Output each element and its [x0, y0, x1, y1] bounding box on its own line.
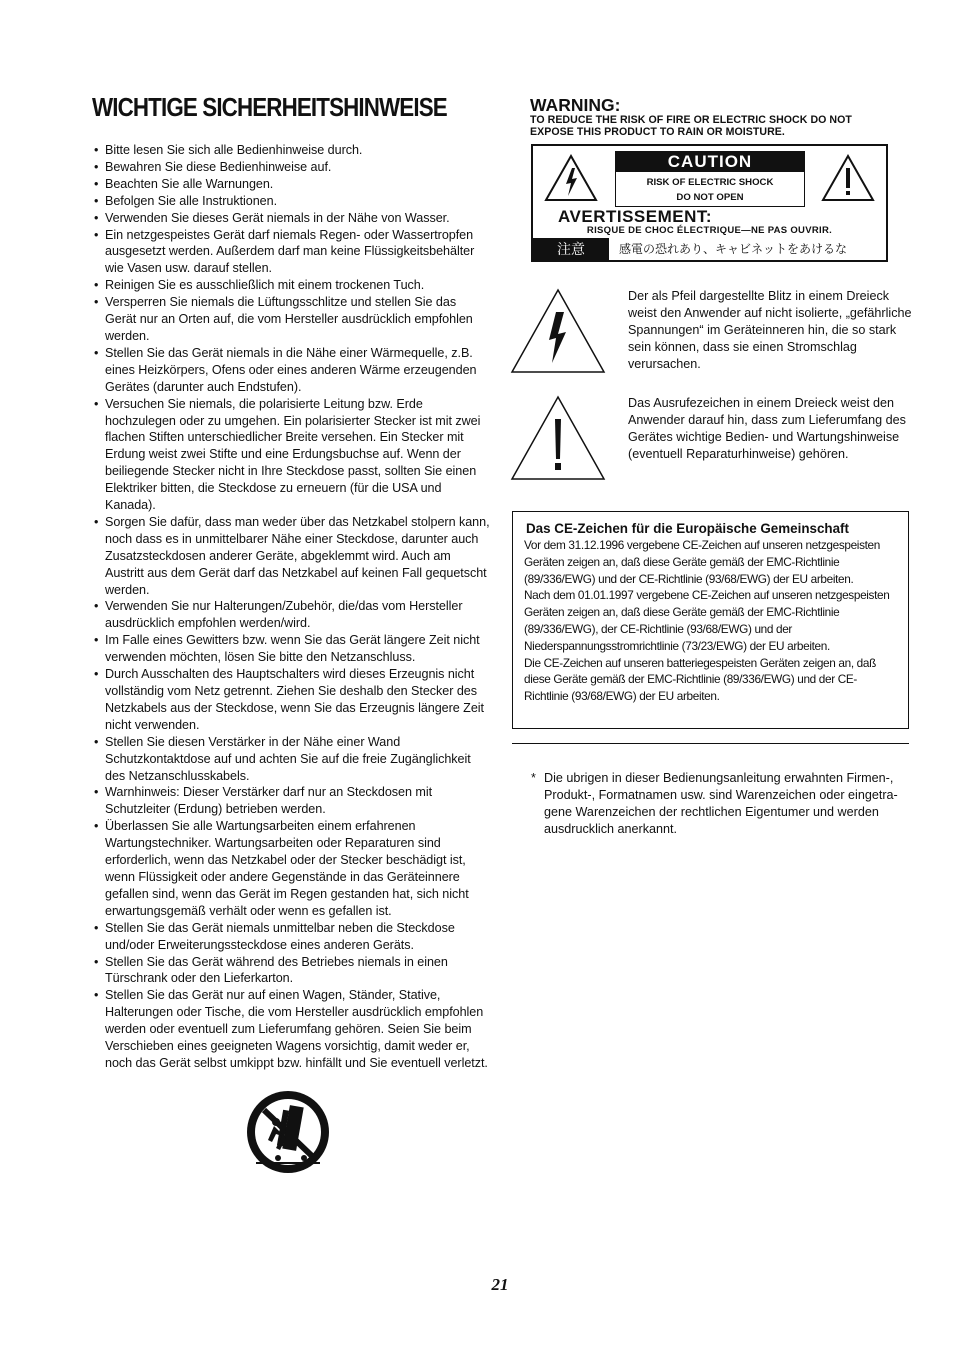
lightning-triangle-icon: [544, 154, 598, 207]
warning-block: [530, 96, 910, 138]
ce-paragraph-2: Nach dem 01.01.1997 vergebene CE-Zeichen auf unseren netzgespeisten Geräten zeigen an, daß diese Geräte gemäß der EMC-Richtlinie (89/336/EWG), der CE-Richtlinie (93/68/EWG) und der Niederspannungsstromrichtlinie (73/23/EWG) der EU arbeiten.: [524, 588, 890, 653]
footnote-star: *: [531, 771, 536, 785]
safety-item: • Stellen Sie das Gerät niemals in die Nähe einer Wärmequelle, z.B. eines Heizkörpers, Ofens oder eines anderen Wärme erzeugenden Gerätes (darunter auch Endstufen).: [92, 345, 490, 396]
safety-item: • Stellen Sie das Gerät während des Betriebes niemals in einen Türschrank oder den Lieferkarton.: [92, 954, 490, 988]
safety-item: • Verwenden Sie dieses Gerät niemals in der Nähe von Wasser.: [92, 210, 490, 227]
ce-paragraph-1: Vor dem 31.12.1996 vergebene CE-Zeichen auf unseren netzgespeisten Geräten zeigen an, daß diese Geräte gemäß der EMC-Richtlinie (89/336/EWG) und der CE-Richtlinie (93/68/EWG) der EU arbeiten.: [524, 538, 880, 586]
warning-line-1: TO REDUCE THE RISK OF FIRE OR ELECTRIC SHOCK DO NOT: [530, 114, 852, 126]
japanese-text: 感電の恐れあり、キャビネットをあけるな: [619, 242, 848, 256]
warning-line-2: EXPOSE THIS PRODUCT TO RAIN OR MOISTURE.: [530, 126, 785, 138]
divider: [512, 743, 909, 744]
ce-heading: Das CE-Zeichen für die Europäische Gemeinschaft: [526, 521, 849, 536]
safety-item: • Stellen Sie das Gerät niemals unmittelbar neben die Steckdose und/oder Erweiterungssteckdose eines anderen Geräts.: [92, 920, 490, 954]
safety-item: • Beachten Sie alle Warnungen.: [92, 176, 490, 193]
safety-item: • Befolgen Sie alle Instruktionen.: [92, 193, 490, 210]
caution-heading: CAUTION: [616, 152, 804, 172]
safety-item: • Warnhinweis: Dieser Verstärker darf nur an Steckdosen mit Schutzleiter (Erdung) betrieben werden.: [92, 784, 490, 818]
safety-item: • Überlassen Sie alle Wartungsarbeiten einem erfahrenen Wartungstechniker. Wartungsarbeiten oder Reparaturen sind erforderlich, wenn das Netzkabel oder der Stecker beschädigt ist, wenn Flüssigkeit oder andere Gegenstände in das Geräteinnere gefallen sind, wenn das Gerät im Regen gestanden hat, sich nicht erwartungsgemäß verhält oder wenn es gefallen ist.: [92, 818, 490, 919]
safety-item: • Bitte lesen Sie sich alle Bedienhinweise durch.: [92, 142, 490, 159]
footnote-text: Die ubrigen in dieser Bedienungsanleitung erwahnten Firmen-, Produkt-, Formatnamen usw. sind Warenzeichen oder eingetra-gene Warenzeichen der rechtlichen Eigentumer und werden ausdrucklich anerkannt.: [544, 771, 898, 836]
ce-paragraph-3: Die CE-Zeichen auf unseren batteriegespeisten Geräten zeigen an, daß diese Geräte gemäß der EMC-Richtlinie (89/336/EWG) und der CE-Richtlinie (93/68/EWG) der EU arbeiten.: [524, 655, 876, 704]
safety-item: • Ein netzgespeistes Gerät darf niemals Regen- oder Wassertropfen ausgesetzt werden. Außerdem darf man keine Flüssigkeitsbehälter wie Vasen usw. darauf stellen.: [92, 227, 490, 278]
page-title: WICHTIGE SICHERHEITSHINWEISE: [92, 92, 447, 122]
safety-instructions-column: [92, 92, 490, 1072]
caution-label: [531, 144, 888, 262]
safety-list: [92, 142, 490, 1072]
caution-risk-line-1: RISK OF ELECTRIC SHOCK: [646, 177, 774, 188]
safety-item: • Bewahren Sie diese Bedienhinweise auf.: [92, 159, 490, 176]
safety-item: • Sorgen Sie dafür, dass man weder über das Netzkabel stolpern kann, noch dass es in unmittelbarer Nähe einer Steckdose, darunter auch Zusatzsteckdosen anderer Geräte, abgeklemmt wird. Auch am Austritt aus dem Gerät darf das Netzkabel auf keinen Fall gequetscht werden.: [92, 514, 490, 599]
safety-item: • Im Falle eines Gewitters bzw. wenn Sie das Gerät längere Zeit nicht verwenden möchten, lösen Sie bitte den Netzanschluss.: [92, 632, 490, 666]
exclamation-triangle-icon: [510, 395, 606, 486]
risque-text: RISQUE DE CHOC ÉLECTRIQUE—NE PAS OUVRIR.: [586, 225, 833, 236]
safety-item: • Stellen Sie das Gerät nur auf einen Wagen, Ständer, Stative, Halterungen oder Tische, die vom Hersteller ausdrücklich empfohlen werden oder eventuell zum Lieferumfang gehören. Seien Sie beim Verschieben eines geeigneten Wagens vorsichtig, damit weder er, noch das Gerät selbst umkippt bzw. hinfällt und Sie eventuell verletzt.: [92, 987, 490, 1072]
caution-risk-line-2: DO NOT OPEN: [676, 192, 744, 203]
safety-item: • Durch Ausschalten des Hauptschalters wird dieses Erzeugnis nicht vollständig vom Netz getrennt. Ziehen Sie deshalb den Stecker des Netzkabels aus der Steckdose, wenn Sie das Erzeugnis längere Zeit nicht verwenden.: [92, 666, 490, 734]
caution-panel: [615, 151, 805, 207]
exclamation-explanation-text: Das Ausrufezeichen in einem Dreieck weist den Anwender darauf hin, dass zum Lieferumfang des Gerätes wichtige Bedien- und Wartungshinweise (eventuell Reparaturhinweise) gehören.: [628, 396, 906, 461]
lightning-triangle-icon: [510, 288, 606, 379]
ce-box: [512, 511, 909, 729]
safety-item: • Reinigen Sie es ausschließlich mit einem trockenen Tuch.: [92, 277, 490, 294]
safety-item: • Versperren Sie niemals die Lüftungsschlitze und stellen Sie das Gerät nur an Orten auf, die vom Hersteller ausdrücklich empfohlen werden.: [92, 294, 490, 345]
safety-item: • Stellen Sie diesen Verstärker in der Nähe einer Wand Schutzkontaktdose auf und achten Sie auf die freie Zugänglichkeit des Netzanschlusskabels.: [92, 734, 490, 785]
japanese-warning: [533, 238, 886, 260]
page-number: 21: [491, 1275, 509, 1294]
exclamation-triangle-icon: [821, 154, 875, 207]
lightning-explanation-text: Der als Pfeil dargestellte Blitz in einem Dreieck weist den Anwender auf nicht isolierte, „gefährliche Spannungen“ im Geräteinneren hin, die so stark sein können, dass sie einen Stromschlag verursachen.: [628, 289, 912, 371]
avertissement-heading: AVERTISSEMENT:: [558, 207, 713, 226]
japanese-label: 注意: [533, 238, 609, 260]
cart-warning-icon: [246, 1090, 330, 1174]
warning-heading: WARNING:: [530, 95, 621, 115]
safety-item: • Versuchen Sie niemals, die polarisierte Leitung bzw. Erde hochzulegen oder zu umgehen. Ein polarisierter Stecker ist mit zwei flachen Stiften unterschiedlicher Breite versehen. Ein Stecker mit Erdung weist zwei Stifte und eine Erdungsbuchse auf. Wenn der beiliegende Stecker nicht in Ihre Steckdose passt, sollten Sie einen Elektriker bitten, die Steckdose zu erneuern (für die USA und Kanada).: [92, 396, 490, 514]
safety-item: • Verwenden Sie nur Halterungen/Zubehör, die/das vom Hersteller ausdrücklich empfohlen werden/wird.: [92, 598, 490, 632]
